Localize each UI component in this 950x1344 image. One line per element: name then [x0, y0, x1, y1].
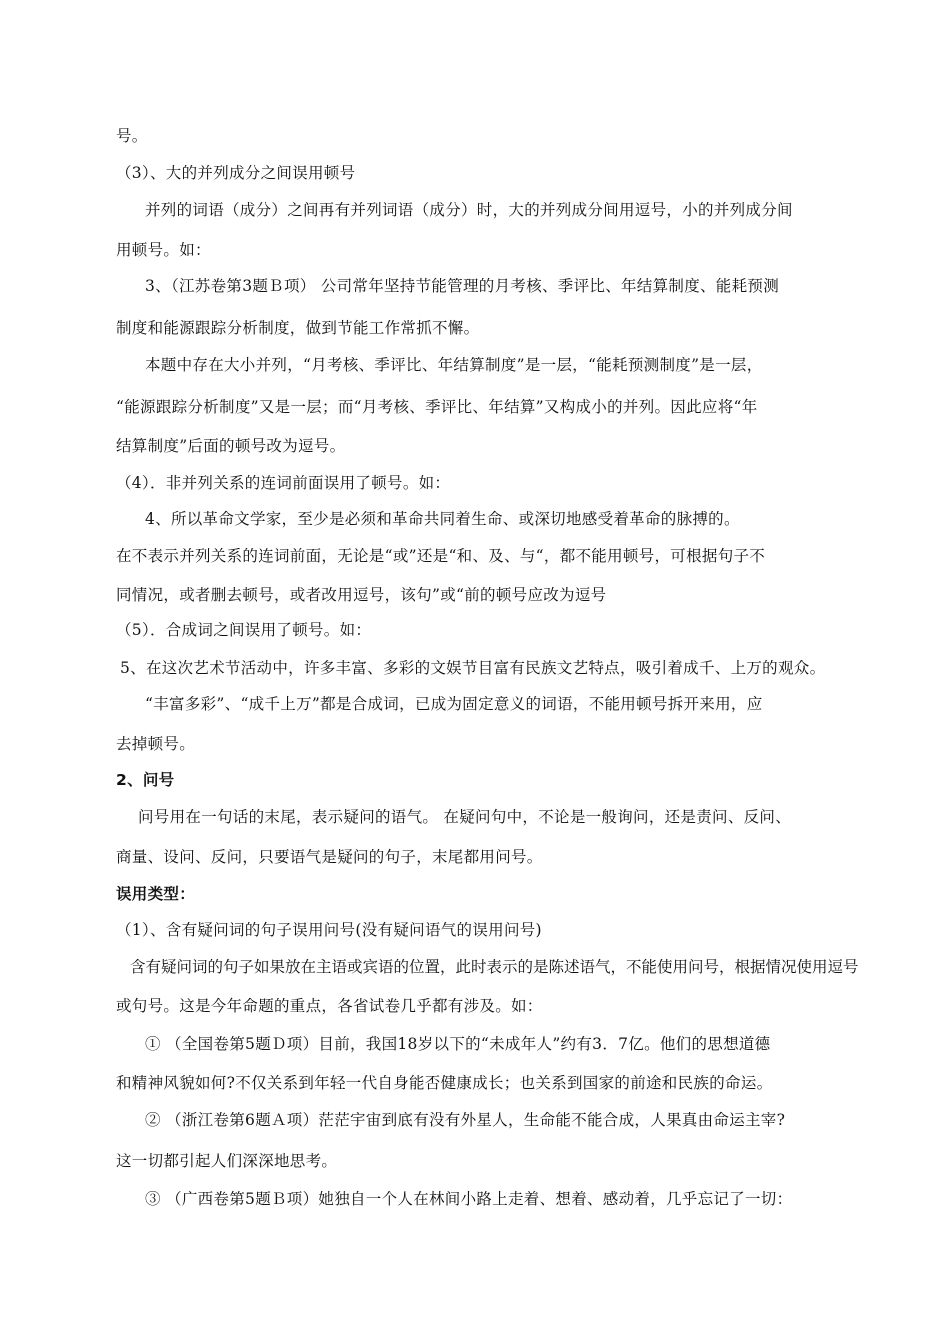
text-line: 结算制度”后面的顿号改为逗号。	[116, 437, 346, 455]
example-item: ③ （广西卷第5题Ｂ项）她独自一个人在林间小路上走着、想着、感动着，几乎忘记了一切：	[145, 1190, 793, 1208]
example-item: ② （浙江卷第6题Ａ项）茫茫宇宙到底有没有外星人，生命能不能合成，人果真由命运主宰?	[145, 1111, 786, 1129]
section-heading: 2、问号	[116, 771, 175, 789]
text-line: 问号用在一句话的末尾，表示疑问的语气。 在疑问句中，不论是一般询问，还是责问、反问、	[138, 808, 792, 826]
text-line: 和精神风貌如何?不仅关系到年轻一代自身能否健康成长；也关系到国家的前途和民族的命运。	[116, 1074, 773, 1092]
text-line: “能源跟踪分析制度”又是一层；而“月考核、季评比、年结算”又构成小的并列。因此应将“年	[116, 398, 758, 416]
text-line: 号。	[116, 127, 148, 145]
text-line: 商量、设问、反问，只要语气是疑问的句子，末尾都用问号。	[116, 848, 543, 866]
text-line: 含有疑问词的句子如果放在主语或宾语的位置，此时表示的是陈述语气，不能使用问号，根据情况使用逗号	[130, 958, 859, 976]
subheading: （3）、大的并列成分之间误用顿号	[116, 164, 356, 182]
example-item: ① （全国卷第5题Ｄ项）目前，我国18岁以下的“未成年人”约有3．7亿。他们的思想道德	[145, 1035, 771, 1053]
section-heading: 误用类型：	[116, 885, 196, 903]
text-line: 用顿号。如：	[116, 241, 211, 259]
text-line: 在不表示并列关系的连词前面，无论是“或”还是“和、及、与“，都不能用顿号，可根据句子不	[116, 547, 766, 565]
text-line: 这一切都引起人们深深地思考。	[116, 1152, 338, 1170]
text-line: 同情况，或者删去顿号，或者改用逗号，该句”或“前的顿号应改为逗号	[116, 586, 607, 604]
text-line: 本题中存在大小并列，“月考核、季评比、年结算制度”是一层，“能耗预测制度”是一层，	[145, 356, 763, 374]
example-item: 3、（江苏卷第3题Ｂ项） 公司常年坚持节能管理的月考核、季评比、年结算制度、能耗预测	[145, 277, 780, 295]
text-line: 制度和能源跟踪分析制度，做到节能工作常抓不懈。	[116, 319, 480, 337]
text-line: 并列的词语（成分）之间再有并列词语（成分）时，大的并列成分间用逗号，小的并列成分间	[145, 201, 793, 219]
text-line: “丰富多彩”、“成千上万”都是合成词，已成为固定意义的词语，不能用顿号拆开来用，应	[145, 695, 763, 713]
example-item: 4、所以革命文学家，至少是必须和革命共同着生命、或深切地感受着革命的脉搏的。	[145, 510, 740, 528]
subheading: （4）．非并列关系的连词前面误用了顿号。如：	[116, 474, 451, 492]
example-item: 5、在这次艺术节活动中，许多丰富、多彩的文娱节目富有民族文艺特点，吸引着成千、上万的观众。	[120, 659, 826, 677]
subheading: （5）．合成词之间误用了顿号。如：	[116, 621, 372, 639]
text-line: 或句号。这是今年命题的重点，各省试卷几乎都有涉及。如：	[116, 997, 543, 1015]
subheading: （1）、含有疑问词的句子误用问号(没有疑问语气的误用问号)	[116, 921, 542, 939]
text-line: 去掉顿号。	[116, 735, 196, 753]
